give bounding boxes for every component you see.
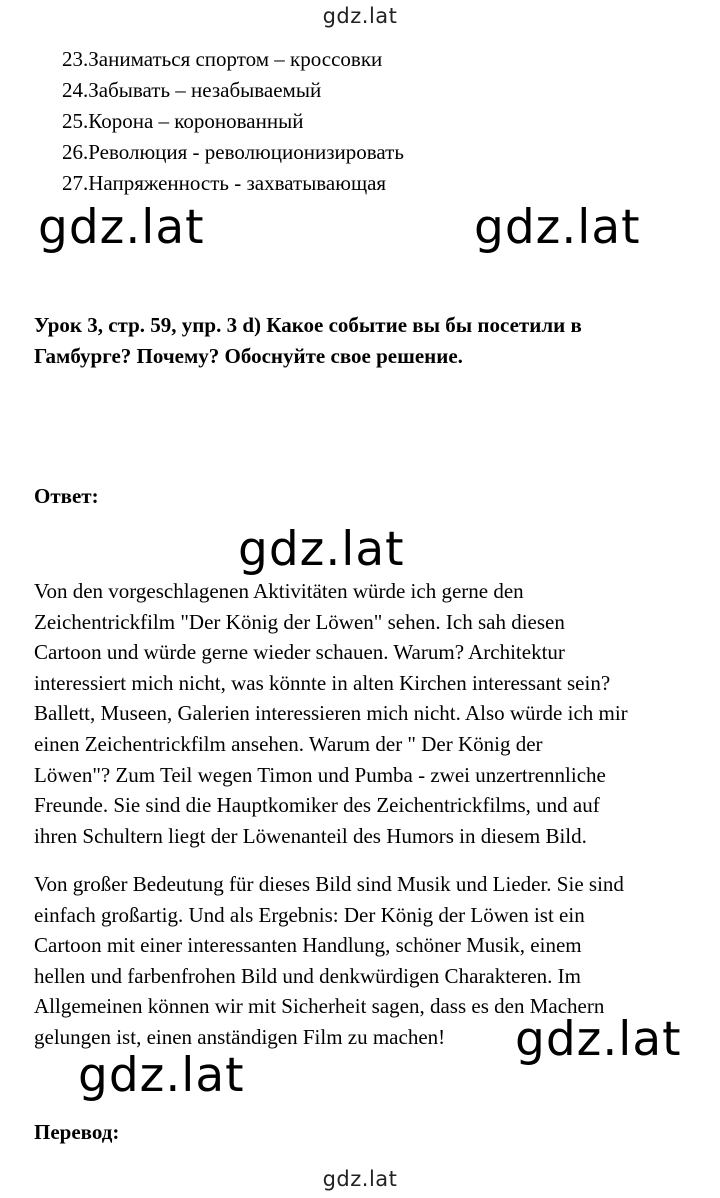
list-item: 25.Корона – коронованный: [62, 109, 304, 133]
answer-paragraph-2: Von großer Bedeutung für dieses Bild sind Musik und Lieder. Sie sind einfach großartig. Und als Ergebnis: Der König der Löwen ist ein Cartoon mit einer interessanten Handlung, schöner Musik, einem hellen und farbenfrohen Bild und denkwürdigen Charakteren. Im Allgemeinen können wir mit Sicherheit sagen, dass es den Machern gelungen ist, einen anständigen Film zu machen!: [34, 872, 624, 1049]
watermark-big-right: gdz.lat: [474, 200, 641, 255]
list-item: 27.Напряженность - захватывающая: [62, 171, 387, 195]
word-list: [62, 44, 404, 199]
list-item: 24.Забывать – незабываемый: [62, 78, 322, 102]
watermark-top: gdz.lat: [322, 4, 398, 28]
answer-label: Ответ:: [34, 484, 99, 508]
watermark-bottom: gdz.lat: [322, 1167, 398, 1191]
watermark-big-center: gdz.lat: [238, 522, 405, 577]
watermark-big-left: gdz.lat: [38, 200, 205, 255]
list-item: 26.Революция - революционизировать: [62, 140, 404, 164]
watermark-big-lower-left: gdz.lat: [78, 1048, 245, 1103]
task-heading: Урок 3, стр. 59, упр. 3 d) Какое событие вы бы посетили в Гамбурге? Почему? Обоснуйте свое решение.: [34, 313, 582, 368]
list-item: 23.Заниматься спортом – кроссовки: [62, 47, 383, 71]
answer-paragraph-1: Von den vorgeschlagenen Aktivitäten würde ich gerne den Zeichentrickfilm "Der König der Löwen" sehen. Ich sah diesen Cartoon und würde gerne wieder schauen. Warum? Architektur interessiert mich nicht, was könnte in alten Kirchen interessant sein? Ballett, Museen, Galerien interessieren mich nicht. Also würde ich mir einen Zeichentrickfilm ansehen. Warum der " Der König der Löwen"? Zum Teil wegen Timon und Pumba - zwei unzertrennliche Freunde. Sie sind die Hauptkomiker des Zeichentrickfilms, und auf ihren Schultern liegt der Löwenanteil des Humors in diesem Bild.: [34, 579, 628, 848]
translation-label: Перевод:: [34, 1120, 120, 1144]
watermark-big-lower-right: gdz.lat: [515, 1012, 682, 1067]
